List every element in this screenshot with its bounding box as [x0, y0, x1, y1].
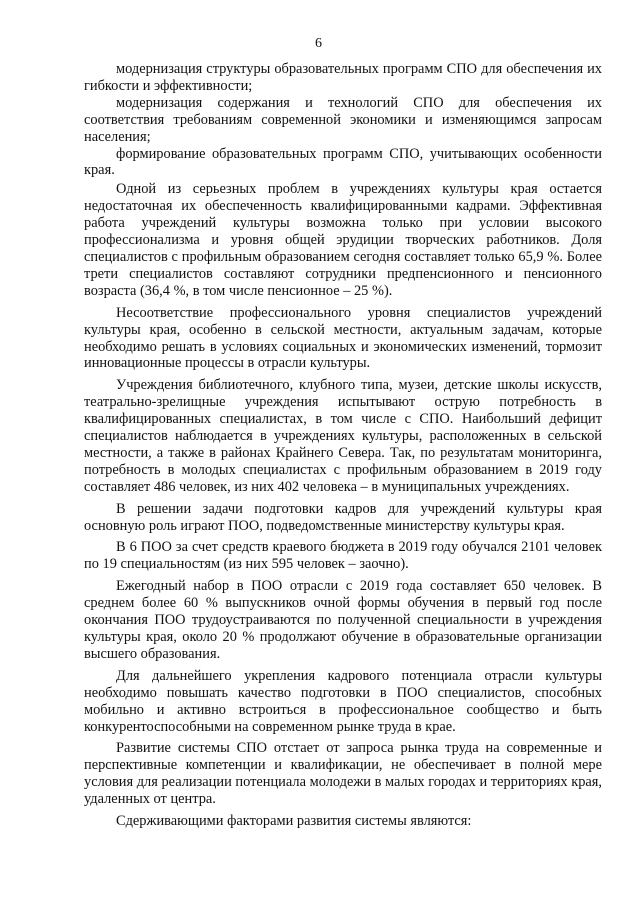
page-number: 6 — [315, 36, 322, 51]
paragraph: Развитие системы СПО отстает от запроса рынка труда на современные и перспективные компетенции и квалификации, не обеспечивает в полной мере условия для реализации потенциала молодежи в малых городах и территориях края, удаленных от центра. — [84, 740, 602, 808]
paragraph: формирование образовательных программ СПО, учитывающих особенности края. — [84, 145, 602, 179]
paragraph: В решении задачи подготовки кадров для учреждений культуры края основную роль играют ПОО, подведомственные министерству культуры края. — [84, 500, 602, 534]
paragraph: Учреждения библиотечного, клубного типа, музеи, детские школы искусств, театрально-зрелищные учреждения испытывают острую потребность в квалифицированных специалистах, в том числе с СПО. Наибольший дефицит специалистов наблюдается в учреждениях культуры, расположенных в сельской местности, а также в районах Крайнего Севера. Так, по результатам мониторинга, потребность в молодых специалистах с профильным образованием в 2019 году составляет 486 человек, из них 402 человека – в муниципальных учреждениях. — [84, 377, 602, 495]
paragraph: модернизация содержания и технологий СПО для обеспечения их соответствия требованиям современной экономики и изменяющимся запросам населения; — [84, 94, 602, 145]
body-text — [84, 61, 602, 830]
paragraph: Одной из серьезных проблем в учреждениях культуры края остается недостаточная их обеспеченность квалифицированными кадрами. Эффективная работа учреждений культуры возможна только при условии высокого профессионализма и уровня общей эрудиции творческих работников. Доля специалистов с профильным образованием сегодня составляет только 65,9 %. Более трети специалистов составляют сотрудники предпенсионного и пенсионного возраста (36,4 %, в том числе пенсионное – 25 %). — [84, 181, 602, 299]
paragraph: Сдерживающими факторами развития системы являются: — [116, 813, 472, 830]
paragraph: Ежегодный набор в ПОО отрасли с 2019 года составляет 650 человек. В среднем более 60 % выпускников очной формы обучения в первый год после окончания ПОО трудоустраиваются по полученной специальности в учреждения культуры края, около 20 % продолжают обучение в образовательные организации высшего образования. — [84, 578, 602, 662]
paragraph: модернизация структуры образовательных программ СПО для обеспечения их гибкости и эффективности; — [84, 61, 602, 94]
paragraph: Несоответствие профессионального уровня специалистов учреждений культуры края, особенно в сельской местности, актуальным задачам, которые необходимо решать в условиях социальных и экономических изменений, тормозит инновационные процессы в отрасли культуры. — [84, 304, 602, 372]
paragraph: В 6 ПОО за счет средств краевого бюджета в 2019 году обучался 2101 человек по 19 специальностям (из них 595 человек – заочно). — [84, 539, 602, 573]
paragraph: Для дальнейшего укрепления кадрового потенциала отрасли культуры необходимо повышать качество подготовки в ПОО специалистов, способных мобильно и активно встроиться в профессиональное сообщество и быть конкурентоспособными на современном рынке труда в крае. — [84, 667, 602, 735]
